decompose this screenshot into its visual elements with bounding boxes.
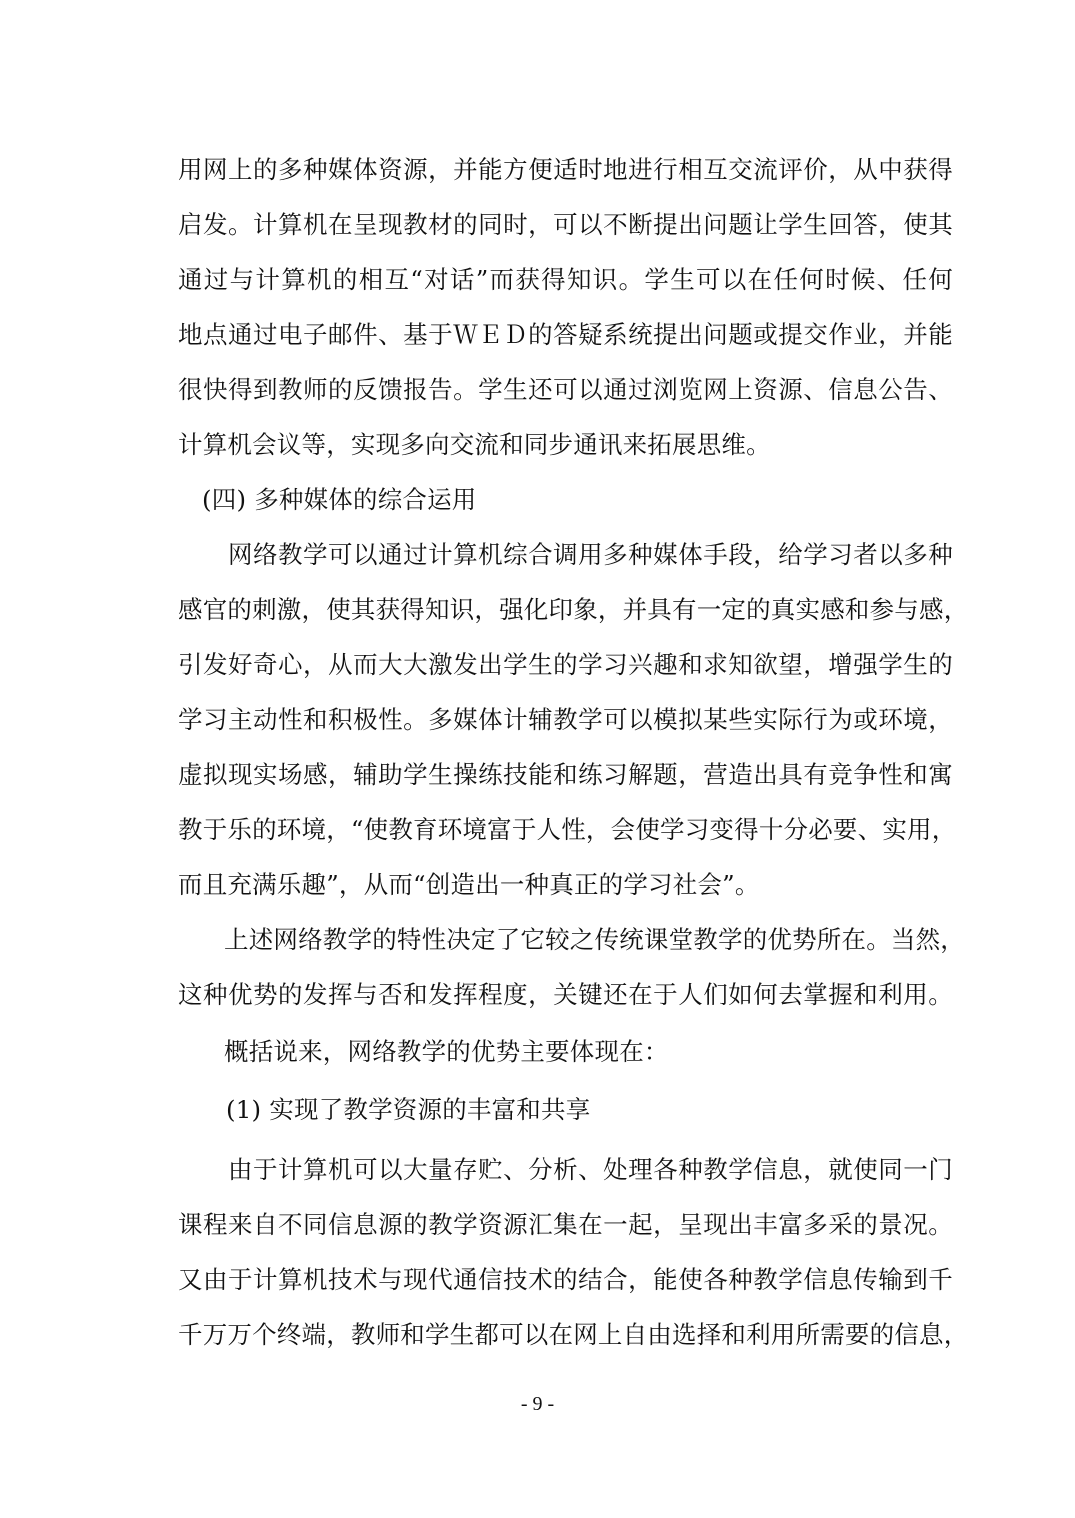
text-line: 虚拟现实场感，辅助学生操练技能和练习解题，营造出具有竞争性和寓 xyxy=(178,760,953,789)
paragraph-first-line: 网络教学可以通过计算机综合调用多种媒体手段，给学习者以多种 xyxy=(228,540,953,569)
section-heading: (四) 多种媒体的综合运用 xyxy=(202,485,477,514)
text-line: 千万万个终端，教师和学生都可以在网上自由选择和利用所需要的信息， xyxy=(178,1320,969,1349)
text-line: 这种优势的发挥与否和发挥程度，关键还在于人们如何去掌握和利用。 xyxy=(178,980,953,1009)
text-line: 引发好奇心，从而大大激发出学生的学习兴趣和求知欲望，增强学生的 xyxy=(178,650,953,679)
text-line: 用网上的多种媒体资源，并能方便适时地进行相互交流评价，从中获得 xyxy=(178,155,953,184)
text-line: 学习主动性和积极性。多媒体计辅教学可以模拟某些实际行为或环境， xyxy=(178,705,953,734)
numbered-heading: (1) 实现了教学资源的丰富和共享 xyxy=(226,1095,591,1124)
text-line: 又由于计算机技术与现代通信技术的结合，能使各种教学信息传输到千 xyxy=(178,1265,953,1294)
text-line: 而且充满乐趣”，从而“创造出一种真正的学习社会”。 xyxy=(178,870,760,899)
text-line: 课程来自不同信息源的教学资源汇集在一起，呈现出丰富多采的景况。 xyxy=(178,1210,953,1239)
text-line: 通过与计算机的相互“对话”而获得知识。学生可以在任何时候、任何 xyxy=(178,265,953,294)
paragraph-first-line: 由于计算机可以大量存贮、分析、处理各种教学信息，就使同一门 xyxy=(228,1155,953,1184)
text-line: 计算机会议等，实现多向交流和同步通讯来拓展思维。 xyxy=(178,430,771,459)
text-line: 教于乐的环境，“使教育环境富于人性，会使学习变得十分必要、实用， xyxy=(178,815,957,844)
text-line: 地点通过电子邮件、基于ＷＥＤ的答疑系统提出问题或提交作业，并能 xyxy=(178,320,953,349)
text-line: 很快得到教师的反馈报告。学生还可以通过浏览网上资源、信息公告、 xyxy=(178,375,953,404)
paragraph-first-line: 概括说来，网络教学的优势主要体现在： xyxy=(224,1037,669,1066)
page-number: - 9 - xyxy=(520,1393,555,1415)
text-line: 启发。计算机在呈现教材的同时，可以不断提出问题让学生回答，使其 xyxy=(178,210,953,239)
text-line: 感官的刺激，使其获得知识，强化印象，并具有一定的真实感和参与感， xyxy=(178,595,969,624)
paragraph-first-line: 上述网络教学的特性决定了它较之传统课堂教学的优势所在。当然， xyxy=(224,925,965,954)
